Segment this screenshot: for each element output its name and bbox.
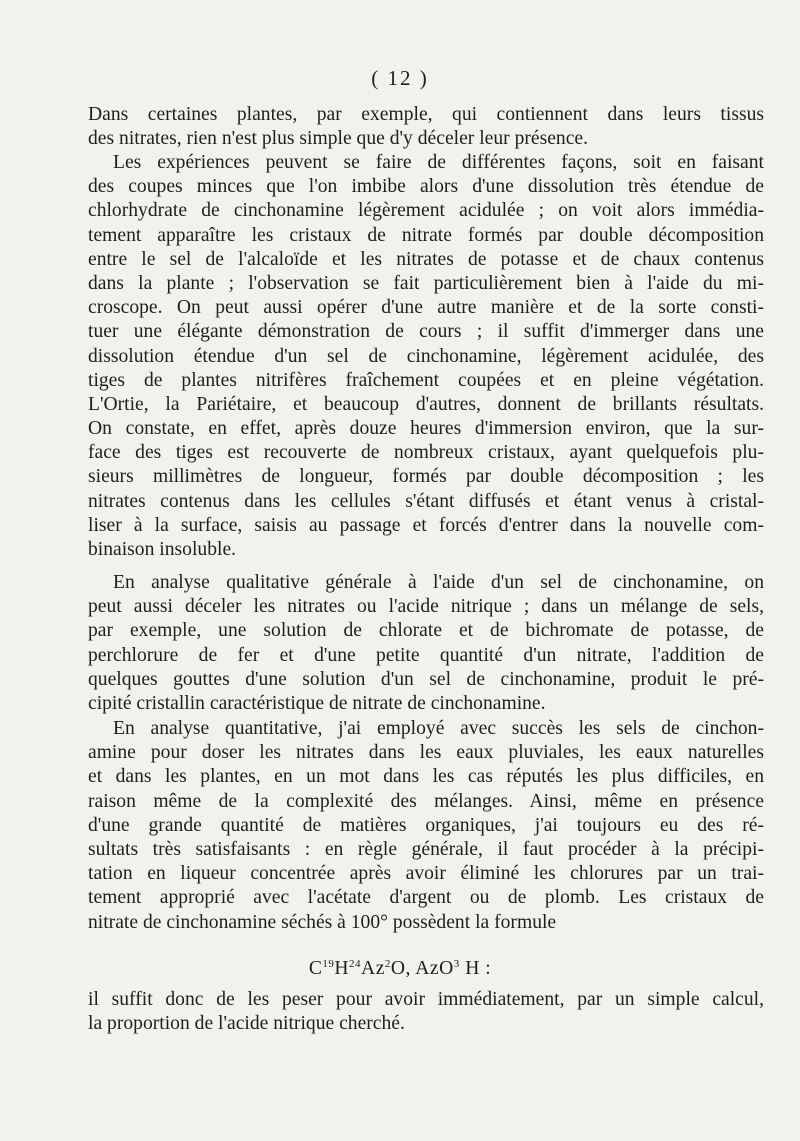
text-line: tement approprié avec l'acétate d'argent ou de plomb. Les cristaux de [88, 887, 764, 909]
text-line: entre le sel de l'alcaloïde et les nitrates de potasse et de chaux contenus [88, 248, 764, 270]
text-line: quelques gouttes d'une solution d'un sel de cinchonamine, produit le pré- [88, 668, 764, 690]
text-line: En analyse quantitative, j'ai employé avec succès les sels de cinchon- [113, 718, 764, 739]
formula-symbol: H : [465, 958, 492, 979]
text-line: d'une grande quantité de matières organiques, j'ai toujours eu des ré- [88, 814, 764, 836]
paragraph-1 [88, 103, 764, 151]
text-line: chlorhydrate de cinchonamine légèrement acidulée ; on voit alors immédia- [88, 200, 764, 222]
text-line: peut aussi déceler les nitrates ou l'acide nitrique ; dans un mélange de sels, [88, 596, 764, 618]
text-line: des coupes minces que l'on imbibe alors d'une dissolution très étendue de [88, 176, 764, 198]
formula-exponent: 19 [322, 958, 335, 970]
text-line: perchlorure de fer et d'une petite quantité d'un nitrate, l'addition de [88, 644, 764, 666]
text-line: face des tiges est recouverte de nombreux cristaux, ayant quelquefois plu- [88, 442, 764, 464]
text-line: tation en liqueur concentrée après avoir éliminé les chlorures par un trai- [88, 863, 764, 885]
text-line: En analyse qualitative générale à l'aide d'un sel de cinchonamine, on [113, 572, 764, 593]
formula-exponent: 24 [349, 958, 362, 970]
text-line: nitrate de cinchonamine séchés à 100° possèdent la formule [88, 911, 557, 933]
text-line: dissolution étendue d'un sel de cinchonamine, légèrement acidulée, des [88, 345, 764, 367]
formula-exponent: 2 [384, 958, 391, 970]
text-line: par exemple, une solution de chlorate et de bichromate de potasse, de [88, 620, 764, 642]
text-line: Dans certaines plantes, par exemple, qui contiennent dans leurs tissus [88, 104, 764, 125]
chemical-formula [0, 957, 800, 981]
text-line: et dans les plantes, en un mot dans les cas réputés les plus difficiles, en [88, 766, 764, 788]
text-line: la proportion de l'acide nitrique cherché. [88, 1013, 405, 1035]
text-line: liser à la surface, saisis au passage et forcés d'entrer dans la nouvelle com- [88, 514, 764, 536]
formula-exponent: 3 [453, 958, 460, 970]
text-line: sieurs millimètres de longueur, formés par double décomposition ; les [88, 466, 764, 488]
paragraph-4 [88, 717, 764, 935]
closing-paragraph [88, 988, 764, 1036]
text-line: sultats très satisfaisants : en règle générale, il faut procéder à la précipi- [88, 838, 764, 860]
text-line: binaison insoluble. [88, 539, 237, 560]
text-line: tuer une élégante démonstration de cours ; il suffit d'immerger dans une [88, 321, 764, 343]
formula-symbol: C [308, 958, 323, 979]
formula-symbol: H [334, 958, 350, 979]
paragraph-2 [88, 151, 764, 562]
text-line: tiges de plantes nitrifères fraîchement coupées et en pleine végétation. [88, 369, 764, 391]
formula-symbol: Az [361, 958, 385, 979]
text-line: amine pour doser les nitrates dans les eaux pluviales, les eaux naturelles [88, 742, 764, 764]
text-line: dans la plante ; l'observation se fait particulièrement bien à l'aide du mi- [88, 272, 764, 294]
text-line: L'Ortie, la Pariétaire, et beaucoup d'autres, donnent de brillants résultats. [88, 393, 764, 415]
text-line: tement apparaître les cristaux de nitrate formés par double décomposition [88, 224, 764, 246]
paragraph-3 [88, 571, 764, 716]
text-line: il suffit donc de les peser pour avoir immédiatement, par un simple calcul, [88, 989, 764, 1010]
text-line: On constate, en effet, après douze heures d'immersion environ, que la sur- [88, 418, 764, 440]
text-line: croscope. On peut aussi opérer d'une autre manière et de la sorte consti- [88, 297, 764, 319]
text-line: cipité cristallin caractéristique de nitrate de cinchonamine. [88, 692, 546, 714]
page-number: ( 12 ) [371, 66, 429, 90]
text-line: nitrates contenus dans les cellules s'étant diffusés et étant venus à cristal- [88, 490, 764, 512]
text-line: Les expériences peuvent se faire de différentes façons, soit en faisant [113, 152, 764, 173]
formula-symbol: O, AzO [390, 958, 454, 979]
text-line: raison même de la complexité des mélanges. Ainsi, même en présence [88, 790, 764, 812]
text-line: des nitrates, rien n'est plus simple que d'y déceler leur présence. [88, 128, 588, 150]
